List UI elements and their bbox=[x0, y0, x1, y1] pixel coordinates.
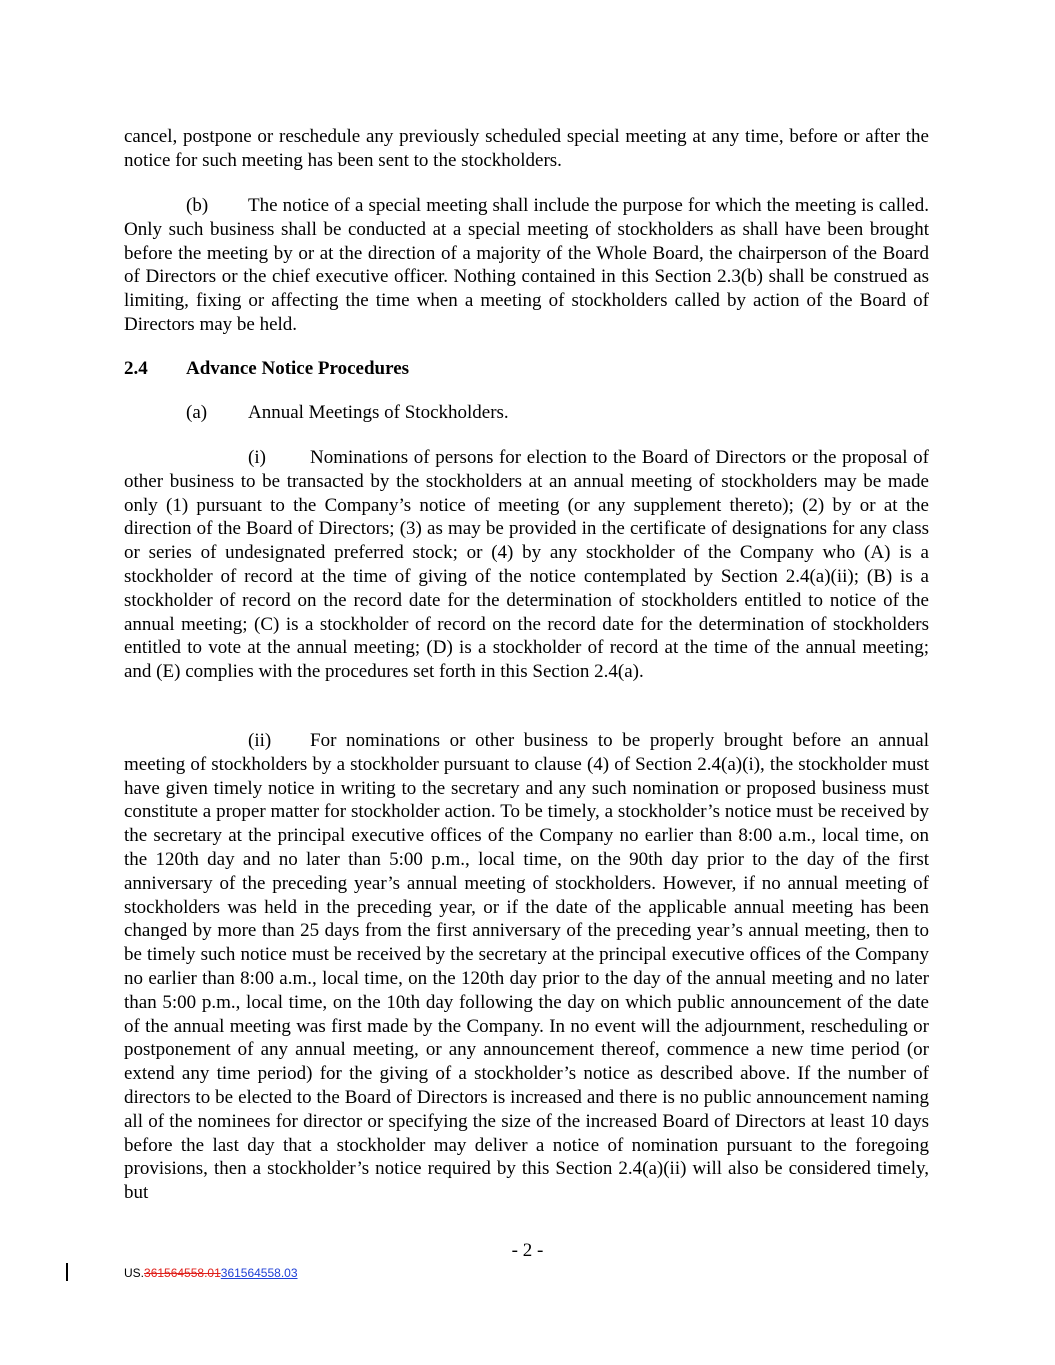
footer-inserted-id: 361564558.03 bbox=[220, 1266, 298, 1280]
subsection-a-number: (a) bbox=[186, 402, 208, 423]
section-heading bbox=[124, 357, 929, 381]
section-title: Advance Notice Procedures bbox=[186, 358, 410, 379]
paragraph-b bbox=[124, 194, 929, 337]
paragraph-b-number: (b) bbox=[186, 195, 209, 216]
paragraph-intro-text: cancel, postpone or reschedule any previously scheduled special meeting at any time, before or after the notice for such meeting has been sent to the stockholders. bbox=[124, 126, 929, 171]
paragraph-i-text: Nominations of persons for election to the Board of Directors or the proposal of other business to be transacted by the stockholders at an annual meeting of stockholders may be made only (1) pursuant to the Company’s notice of meeting (or any supplement thereto); (2) by or at the direction of the Board of Directors; (3) as may be provided in the certificate of designations for any class or series of undesignated preferred stock; or (4) by any stockholder of the Company who (A) is a stockholder of record at the time of giving of the notice contemplated by Section 2.4(a)(ii); (B) is a stockholder of record on the record date for the determination of stockholders entitled to notice of the annual meeting; (C) is a stockholder of record on the record date for the determination of stockholders entitled to vote at the annual meeting; (D) is a stockholder of record at the time of the annual meeting; and (E) complies with the procedures set forth in this Section 2.4(a). bbox=[124, 447, 929, 683]
paragraph-ii bbox=[124, 729, 929, 1205]
paragraph-ii-text: For nominations or other business to be properly brought before an annual meeting of stockholders by a stockholder pursuant to clause (4) of Section 2.4(a)(i), the stockholder must have given timely notice in writing to the secretary and any such nomination or proposed business must constitute a proper matter for stockholder action. To be timely, a stockholder’s notice must be received by the secretary at the principal executive offices of the Company no earlier than 8:00 a.m., local time, on the 120th day and no later than 5:00 p.m., local time, on the 90th day prior to the day of the first anniversary of the preceding year’s annual meeting of stockholders. However, if no annual meeting of stockholders was held in the preceding year, or if the date of the applicable annual meeting has been changed by more than 25 days from the first anniversary of the preceding year’s annual meeting, then to be timely such notice must be received by the secretary at the principal executive offices of the Company no earlier than 8:00 a.m., local time, on the 120th day prior to the day of the annual meeting and no later than 5:00 p.m., local time, on the 10th day following the day on which public announcement of the date of the annual meeting was first made by the Company. In no event will the adjournment, rescheduling or postponement of any annual meeting, or any announcement thereof, commence a new time period (or extend any time period) for the giving of a stockholder’s notice as described above. If the number of directors to be elected to the Board of Directors is increased and there is no public announcement naming all of the nominees for director or specifying the size of the increased Board of Directors at least 10 days before the last day that a stockholder may deliver a notice of nomination pursuant to the foregoing provisions, then a stockholder’s notice required by this Section 2.4(a)(ii) will also be considered timely, but bbox=[124, 730, 929, 1204]
subsection-a-heading bbox=[186, 401, 509, 425]
paragraph-i bbox=[124, 446, 929, 684]
paragraph-b-text: The notice of a special meeting shall include the purpose for which the meeting is called. Only such business shall be conducted at a special meeting of stockholders as shall have been brought before the meeting by or at the direction of a majority of the Whole Board, the chairperson of the Board of Directors or the chief executive officer. Nothing contained in this Section 2.3(b) shall be construed as limiting, fixing or affecting the time when a meeting of stockholders called by action of the Board of Directors may be held. bbox=[124, 195, 929, 335]
paragraph-ii-number: (ii) bbox=[248, 730, 272, 751]
footer-prefix: US. bbox=[124, 1266, 145, 1280]
paragraph-intro bbox=[124, 125, 929, 173]
change-bar bbox=[66, 1263, 68, 1281]
footer-deleted-id: 361564558.01 bbox=[144, 1266, 221, 1280]
paragraph-i-number: (i) bbox=[248, 447, 266, 468]
document-id-footer bbox=[124, 1266, 298, 1280]
subsection-a-title: Annual Meetings of Stockholders. bbox=[248, 402, 509, 423]
section-number: 2.4 bbox=[124, 358, 148, 379]
page-number: - 2 - bbox=[511, 1240, 544, 1261]
